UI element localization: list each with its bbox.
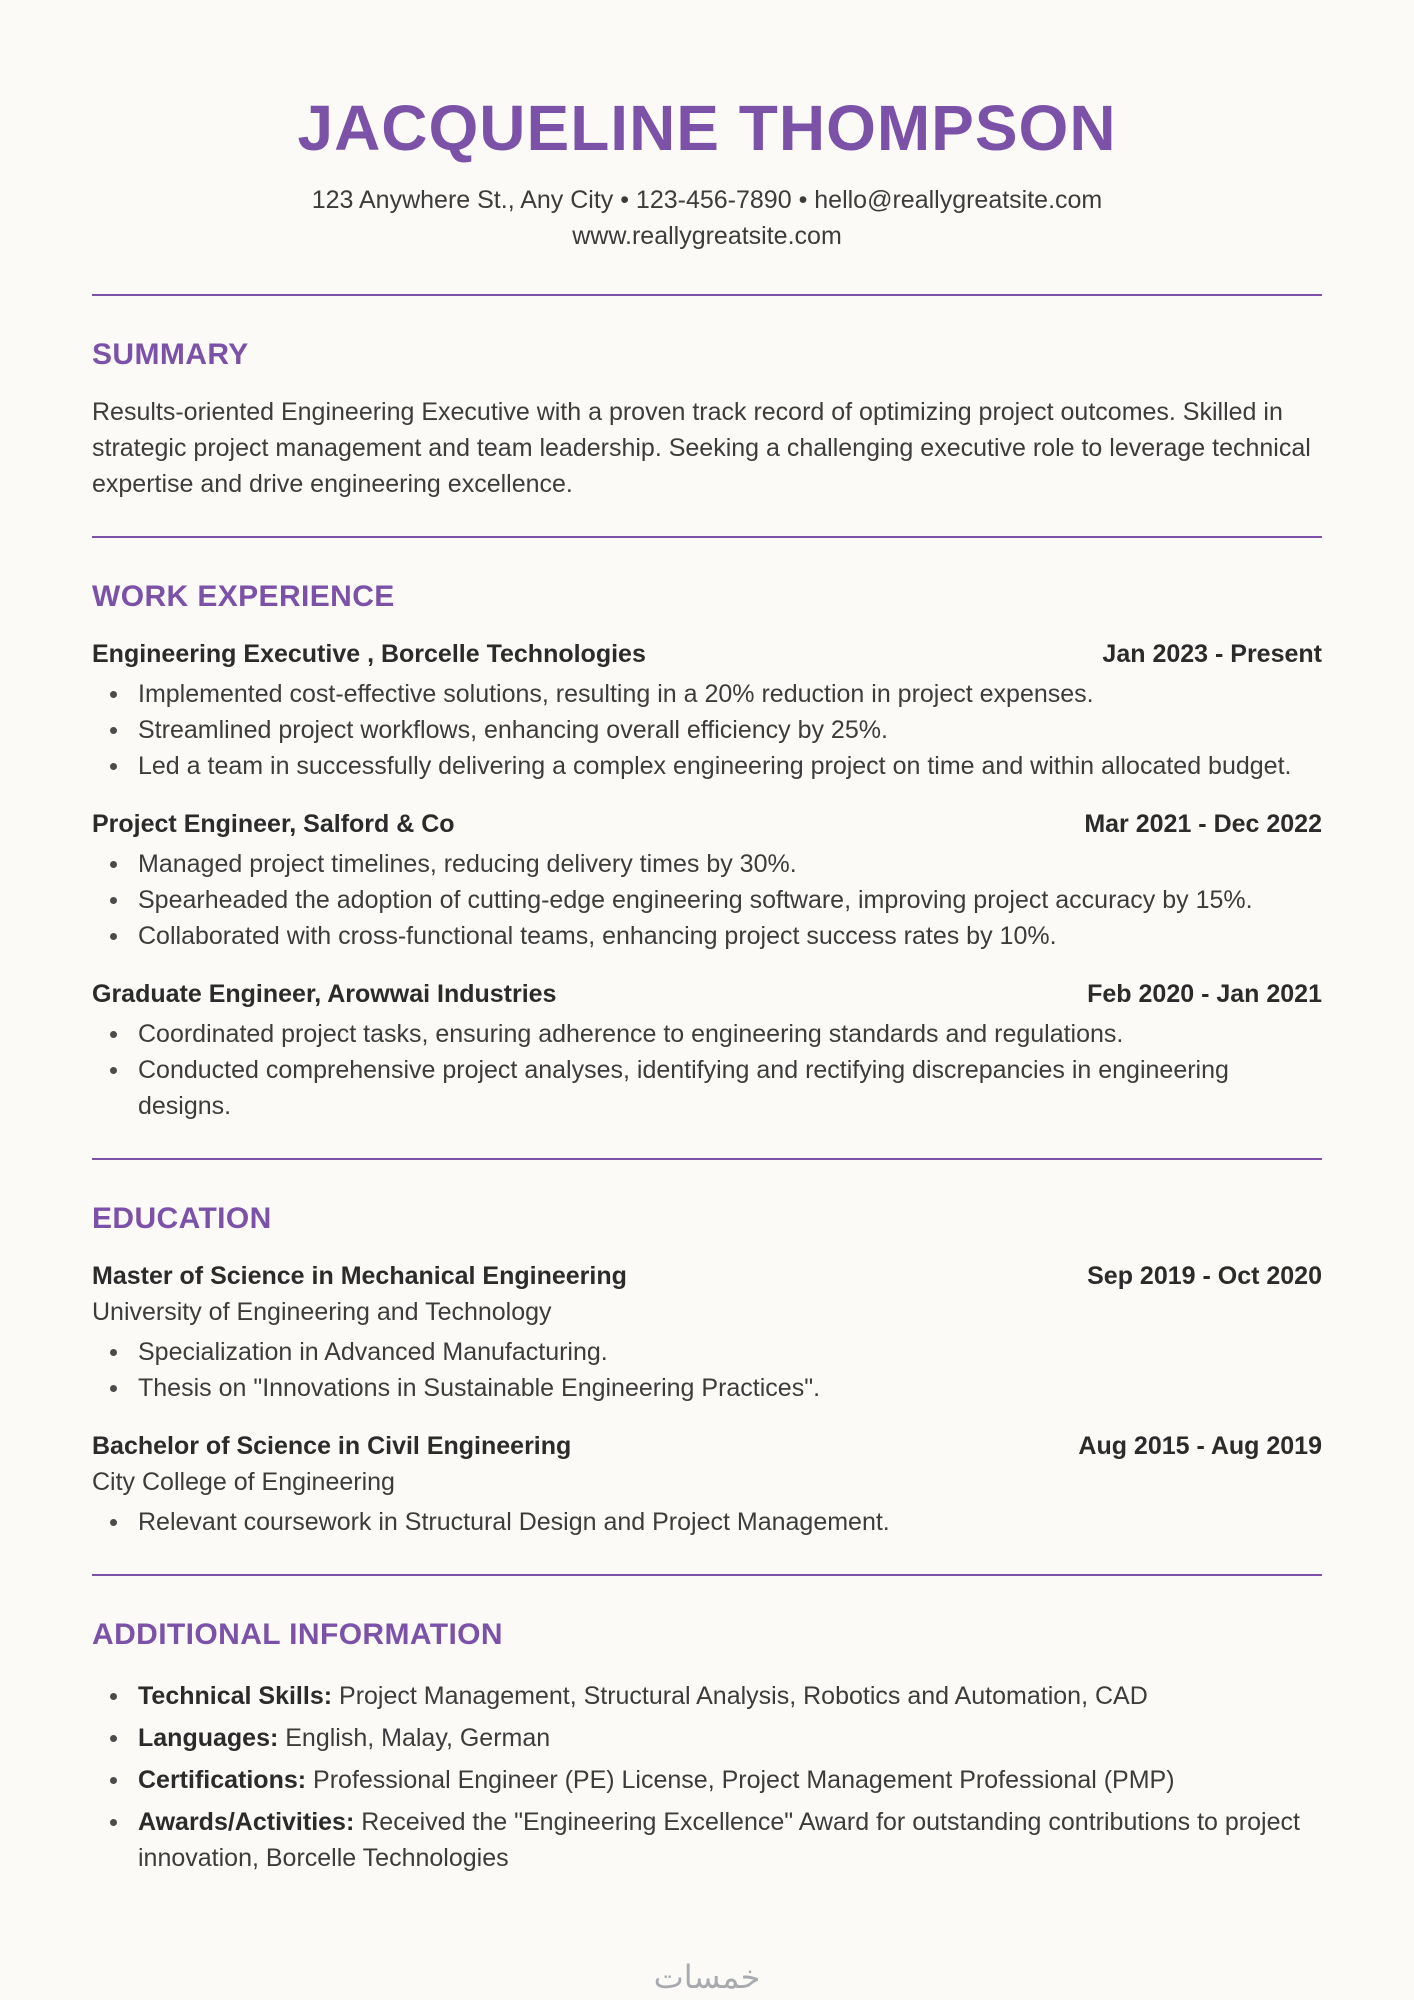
summary-text: Results-oriented Engineering Executive with a proven track record of optimizing project outcomes. Skilled in strategic project management and team leadership. Seeking a challenging executive role to leverage technical expertise and drive engineering excellence.	[92, 398, 1311, 498]
additional-information-heading: ADDITIONAL INFORMATION	[92, 1618, 503, 1651]
job-entry-header	[92, 806, 1322, 842]
degree-title: Bachelor of Science in Civil Engineering	[92, 1432, 572, 1460]
bullet-item: Managed project timelines, reducing delivery times by 30%.	[92, 846, 1322, 882]
job-bullet-list	[92, 1016, 1322, 1124]
job-title: Project Engineer, Salford & Co	[92, 810, 455, 838]
bullet-item: Implemented cost-effective solutions, resulting in a 20% reduction in project expenses.	[92, 676, 1322, 712]
resume-header	[92, 92, 1322, 254]
bullet-item: Coordinated project tasks, ensuring adherence to engineering standards and regulations.	[92, 1016, 1322, 1052]
info-label: Technical Skills:	[138, 1682, 333, 1710]
watermark: خمسات	[653, 1958, 761, 1996]
section-summary	[92, 338, 1322, 502]
education-entry-header	[92, 1258, 1322, 1294]
info-text: English, Malay, German	[285, 1724, 551, 1752]
degree-title: Master of Science in Mechanical Engineering	[92, 1262, 627, 1290]
job-dates: Jan 2023 - Present	[1102, 640, 1322, 668]
work-experience-heading: WORK EXPERIENCE	[92, 580, 395, 613]
bullet-item: Streamlined project workflows, enhancing overall efficiency by 25%.	[92, 712, 1322, 748]
section-divider	[92, 536, 1322, 538]
education-bullet-list	[92, 1504, 1322, 1540]
section-work-experience	[92, 580, 1322, 1124]
person-name: JACQUELINE THOMPSON	[297, 92, 1117, 164]
info-item	[92, 1678, 1322, 1714]
info-item	[92, 1804, 1322, 1876]
education-entry	[92, 1258, 1322, 1406]
job-entry-header	[92, 976, 1322, 1012]
bullet-item: Led a team in successfully delivering a complex engineering project on time and within allocated budget.	[92, 748, 1322, 784]
info-text: Received the "Engineering Excellence" Award for outstanding contributions to project innovation, Borcelle Technologies	[138, 1808, 1300, 1872]
education-entry	[92, 1428, 1322, 1540]
job-entry-header	[92, 636, 1322, 672]
bullet-item: Thesis on "Innovations in Sustainable Engineering Practices".	[92, 1370, 1322, 1406]
education-bullet-list	[92, 1334, 1322, 1406]
section-additional-information	[92, 1618, 1322, 1876]
education-entry-header	[92, 1428, 1322, 1464]
section-divider	[92, 1574, 1322, 1576]
degree-dates: Aug 2015 - Aug 2019	[1078, 1432, 1322, 1460]
info-label: Certifications:	[138, 1766, 307, 1794]
school-name: University of Engineering and Technology	[92, 1298, 552, 1326]
contact-line: 123 Anywhere St., Any City • 123-456-7890 • hello@reallygreatsite.com	[311, 186, 1103, 214]
job-bullet-list	[92, 846, 1322, 954]
job-dates: Feb 2020 - Jan 2021	[1087, 980, 1322, 1008]
school-name: City College of Engineering	[92, 1468, 395, 1496]
degree-dates: Sep 2019 - Oct 2020	[1087, 1262, 1322, 1290]
info-item	[92, 1762, 1322, 1798]
bullet-item: Relevant coursework in Structural Design and Project Management.	[92, 1504, 1322, 1540]
bullet-item: Conducted comprehensive project analyses, identifying and rectifying discrepancies in engineering designs.	[92, 1052, 1322, 1124]
job-dates: Mar 2021 - Dec 2022	[1084, 810, 1322, 838]
job-entry	[92, 806, 1322, 954]
job-title: Engineering Executive , Borcelle Technologies	[92, 640, 646, 668]
bullet-item: Specialization in Advanced Manufacturing.	[92, 1334, 1322, 1370]
bullet-item: Collaborated with cross-functional teams, enhancing project success rates by 10%.	[92, 918, 1322, 954]
info-label: Awards/Activities:	[138, 1808, 355, 1836]
job-entry	[92, 636, 1322, 784]
section-divider	[92, 294, 1322, 296]
additional-info-list	[92, 1678, 1322, 1876]
education-heading: EDUCATION	[92, 1202, 272, 1235]
job-entry	[92, 976, 1322, 1124]
job-bullet-list	[92, 676, 1322, 784]
section-education	[92, 1202, 1322, 1540]
website: www.reallygreatsite.com	[572, 222, 842, 250]
job-title: Graduate Engineer, Arowwai Industries	[92, 980, 557, 1008]
section-divider	[92, 1158, 1322, 1160]
info-text: Project Management, Structural Analysis, Robotics and Automation, CAD	[339, 1682, 1148, 1710]
info-item	[92, 1720, 1322, 1756]
summary-heading: SUMMARY	[92, 338, 249, 371]
info-text: Professional Engineer (PE) License, Project Management Professional (PMP)	[313, 1766, 1175, 1794]
info-label: Languages:	[138, 1724, 279, 1752]
bullet-item: Spearheaded the adoption of cutting-edge engineering software, improving project accuracy by 15%.	[92, 882, 1322, 918]
